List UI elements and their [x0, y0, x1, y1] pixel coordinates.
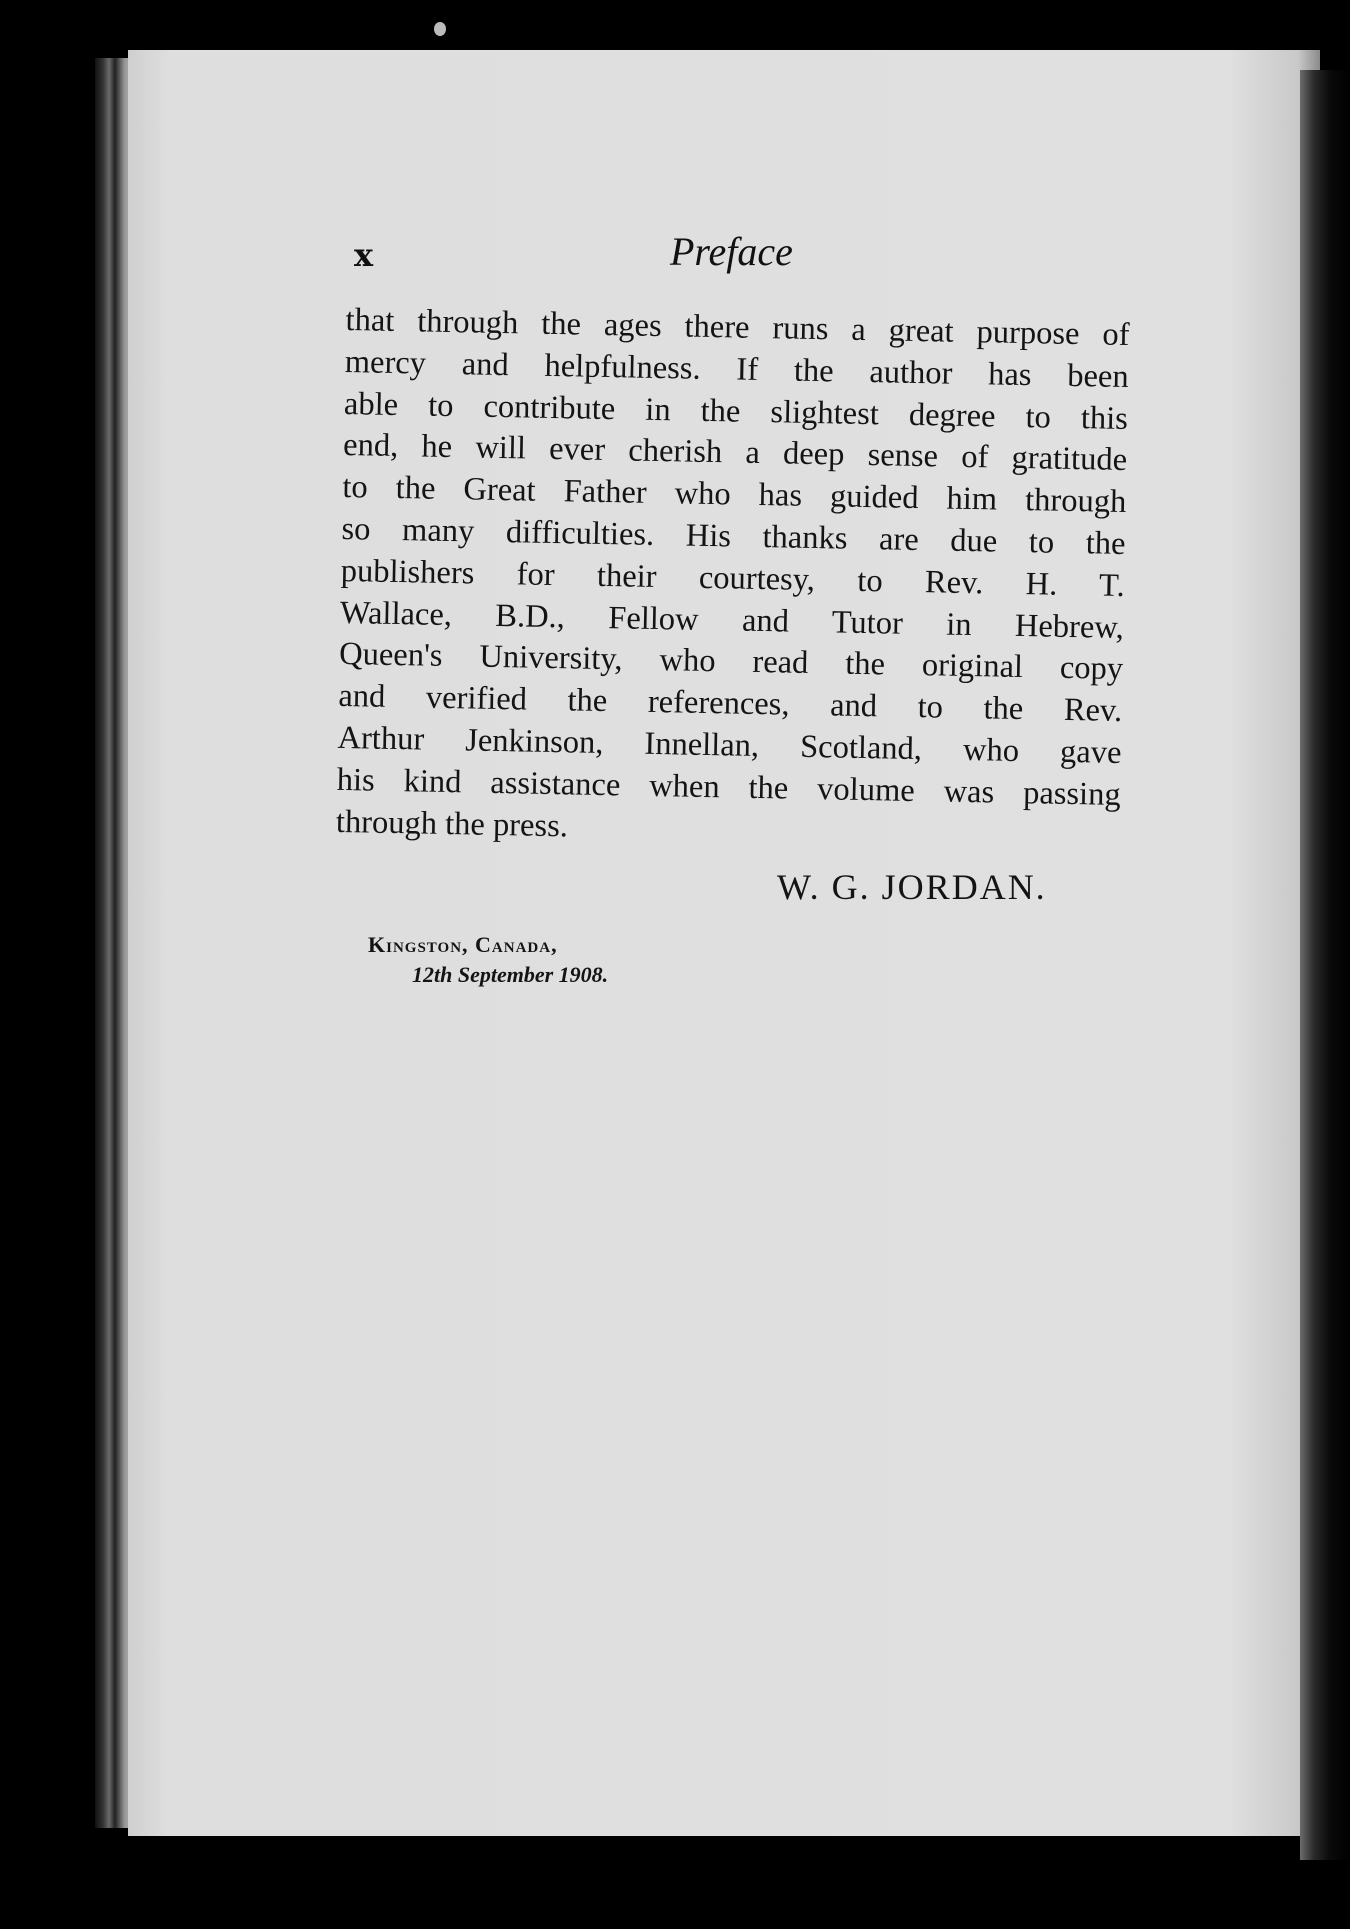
dateline-place: Kingston, Canada, — [368, 932, 558, 957]
author-signature: W. G. JORDAN. — [777, 867, 1047, 907]
text-line: Arthur Jenkinson, Innellan, Scotland, who gave — [337, 719, 1122, 771]
text-line: that through the ages there runs a great purpose of — [345, 301, 1130, 354]
dateline-date: 12th September 1908. — [412, 962, 609, 987]
text-line: end, he will ever cherish a deep sense of gratitude — [342, 427, 1128, 479]
text-line: Wallace, B.D., Fellow and Tutor in Hebrew, — [339, 594, 1125, 646]
text-line: mercy and helpfulness. If the author has been — [344, 343, 1130, 395]
text-line: his kind assistance when the volume was passing — [336, 761, 1121, 813]
text-line: through the press. — [335, 803, 569, 844]
text-line: able to contribute in the slightest degree to this — [343, 385, 1129, 437]
text-line: so many difficulties. His thanks are due to the — [341, 510, 1126, 562]
text-line: Queen's University, who read the original copy — [338, 636, 1124, 688]
scan-speck — [434, 22, 446, 36]
text-line: and verified the references, and to the Rev. — [338, 678, 1123, 730]
text-line: publishers for their courtesy, to Rev. H. T. — [340, 552, 1126, 604]
page-edge-right — [1300, 70, 1350, 1860]
page-number: x — [354, 236, 374, 274]
running-head — [352, 228, 1112, 288]
running-head-title: Preface — [670, 229, 793, 274]
text-line: to the Great Father who has guided him through — [342, 469, 1127, 521]
preface-paragraph — [336, 300, 1130, 858]
